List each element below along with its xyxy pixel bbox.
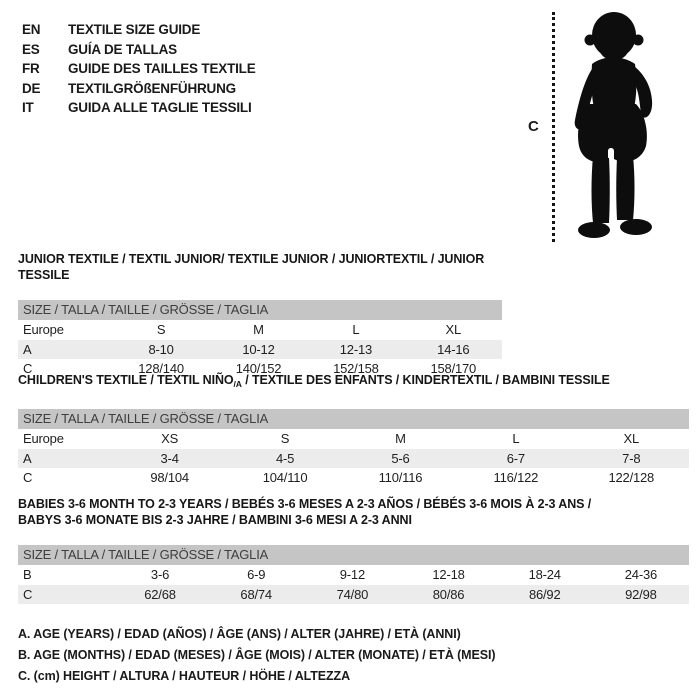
table-cell: 68/74 <box>240 586 272 602</box>
language-label: GUIDE DES TAILLES TEXTILE <box>68 61 256 76</box>
table-cell: 3-6 <box>150 567 170 583</box>
language-code: FR <box>22 61 40 76</box>
table-cell: 10-12 <box>242 341 275 357</box>
table-title-text: CHILDREN'S TEXTILE / TEXTIL NIÑO <box>18 373 234 387</box>
language-item <box>22 20 256 40</box>
table-cell: 116/122 <box>493 470 539 486</box>
toddler-silhouette-icon <box>558 8 668 244</box>
language-item <box>22 98 256 118</box>
row-label: C <box>23 470 33 486</box>
size-header-bar: SIZE / TALLA / TAILLE / GRÖSSE / TAGLIA <box>18 300 502 320</box>
row-label: C <box>23 586 33 602</box>
table-cell: S <box>156 322 166 338</box>
language-list <box>22 20 256 118</box>
table-title <box>18 496 689 528</box>
size-header-bar: SIZE / TALLA / TAILLE / GRÖSSE / TAGLIA <box>18 545 689 565</box>
table-cell: 140/152 <box>235 361 282 377</box>
table-cell: 5-6 <box>391 450 410 466</box>
footnote-line-b: B. AGE (MONTHS) / EDAD (MESES) / ÂGE (MOIS) / ALTER (MONATE) / ETÀ (MESI) <box>18 648 496 662</box>
table-cell: L <box>352 322 360 338</box>
table-cell: 18-24 <box>528 567 561 583</box>
table-cell: XL <box>623 431 640 447</box>
table-cell: 6-7 <box>506 450 525 466</box>
language-label: TEXTILE SIZE GUIDE <box>68 22 201 37</box>
row-label: Europe <box>23 322 64 338</box>
table-title-text: / TEXTILE DES ENFANTS / KINDERTEXTIL / BAMBINI TESSILE <box>241 373 610 387</box>
table-cell: 7-8 <box>622 450 641 466</box>
table-cell: 3-4 <box>160 450 179 466</box>
language-code: DE <box>22 80 41 96</box>
height-label-c: C <box>528 118 539 135</box>
table-title-subscript: /A <box>233 379 242 389</box>
language-item <box>22 40 256 60</box>
language-code: IT <box>22 100 34 115</box>
table-cell: 122/128 <box>608 470 655 486</box>
table-cell: 9-12 <box>339 567 365 583</box>
table-cell: 62/68 <box>144 586 176 602</box>
table-cell: 6-9 <box>247 567 266 583</box>
table-cell: 110/116 <box>378 470 423 486</box>
junior-table-section <box>18 251 502 379</box>
row-label: C <box>23 361 33 377</box>
babies-table-section <box>18 496 689 604</box>
row-label: B <box>23 567 32 583</box>
row-label: A <box>23 341 32 357</box>
table-row <box>18 429 689 449</box>
table-row <box>18 449 689 469</box>
language-label: TEXTILGRÖßENFÜHRUNG <box>68 80 236 96</box>
footnote-line-a: A. AGE (YEARS) / EDAD (AÑOS) / ÂGE (ANS) / ALTER (JAHRE) / ETÀ (ANNI) <box>18 627 461 641</box>
table-cell: 152/158 <box>333 361 379 377</box>
table-cell: S <box>280 431 290 447</box>
table-cell: 158/170 <box>430 361 477 377</box>
table-cell: 104/110 <box>262 470 308 486</box>
table-row <box>18 340 502 360</box>
table-title-line1: BABIES 3-6 MONTH TO 2-3 YEARS / BEBÉS 3-6 MESES A 2-3 AÑOS / BÉBÉS 3-6 MOIS À 2-3 ANS / <box>18 497 592 511</box>
table-title: JUNIOR TEXTILE / TEXTIL JUNIOR/ TEXTILE JUNIOR / JUNIORTEXTIL / JUNIOR TESSILE <box>18 252 485 282</box>
table-row <box>18 320 502 340</box>
size-header-bar: SIZE / TALLA / TAILLE / GRÖSSE / TAGLIA <box>18 409 689 429</box>
table-cell: 12-18 <box>432 567 465 583</box>
table-cell: 4-5 <box>275 450 295 466</box>
children-size-table <box>18 429 689 488</box>
table-cell: 24-36 <box>624 567 658 583</box>
babies-size-table <box>18 565 689 604</box>
row-label: A <box>23 450 32 466</box>
table-row <box>18 468 689 488</box>
table-title <box>18 372 689 392</box>
row-label: Europe <box>23 431 64 447</box>
language-item <box>22 59 256 79</box>
language-code: ES <box>22 41 40 57</box>
table-cell: XL <box>445 322 462 338</box>
table-cell: 14-16 <box>437 341 470 357</box>
table-cell: M <box>395 431 406 447</box>
table-title-line2: BABYS 3-6 MONATE BIS 2-3 JAHRE / BAMBINI 3-6 MESI A 2-3 ANNI <box>18 513 412 527</box>
footnote-line-c: C. (cm) HEIGHT / ALTURA / HAUTEUR / HÖHE / ALTEZZA <box>18 669 351 683</box>
language-label: GUÍA DE TALLAS <box>68 41 177 57</box>
table-cell: 98/104 <box>150 470 189 486</box>
table-row <box>18 565 689 585</box>
table-cell: L <box>512 431 520 447</box>
table-cell: 92/98 <box>625 586 657 602</box>
footnotes <box>18 624 495 687</box>
table-cell: 8-10 <box>148 341 174 357</box>
table-cell: M <box>253 322 264 338</box>
table-cell: XS <box>161 431 179 447</box>
table-cell: 12-13 <box>339 341 373 357</box>
table-cell: 80/86 <box>432 586 465 602</box>
table-cell: 128/140 <box>138 361 184 377</box>
table-cell: 74/80 <box>336 586 369 602</box>
children-table-section <box>18 372 689 488</box>
junior-size-table <box>18 320 502 379</box>
language-item <box>22 79 256 99</box>
height-measure-line <box>552 12 555 242</box>
language-code: EN <box>22 22 41 37</box>
table-cell: 86/92 <box>528 586 561 602</box>
language-label: GUIDA ALLE TAGLIE TESSILI <box>68 100 252 115</box>
table-row <box>18 585 689 605</box>
